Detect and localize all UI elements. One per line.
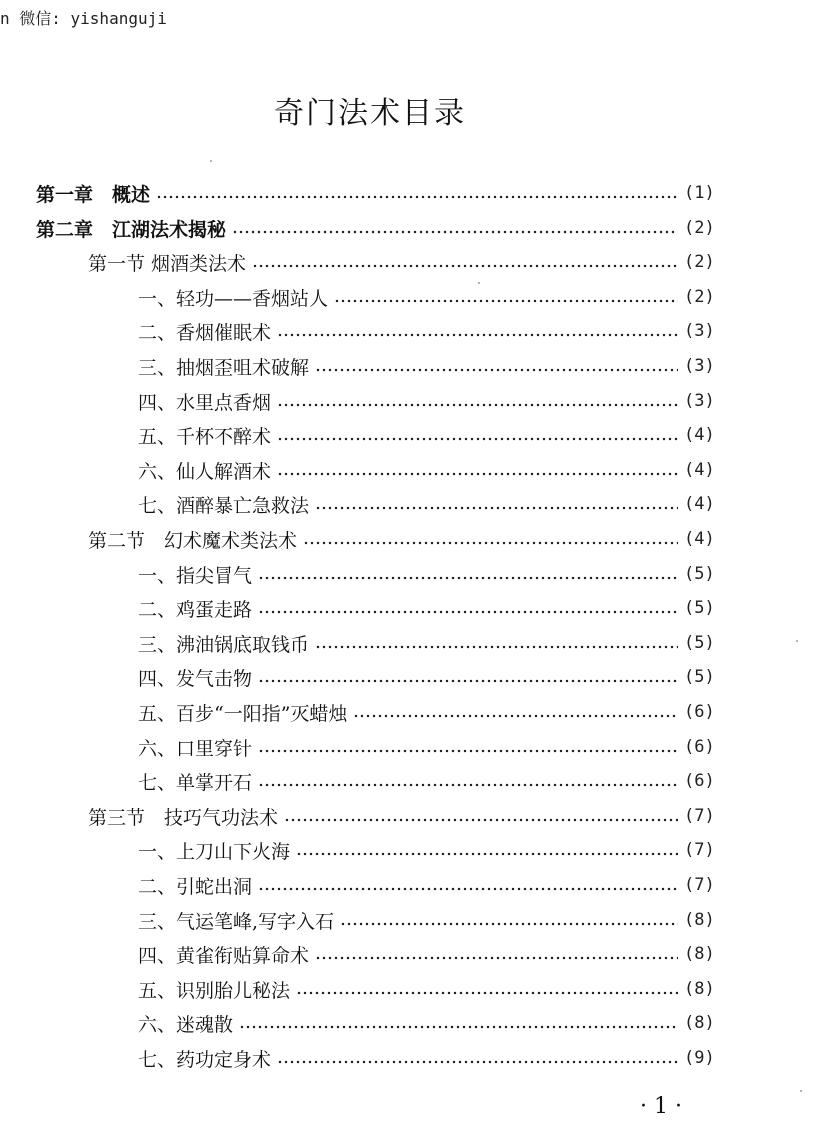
dot-leader [315,956,678,960]
toc-item-row [138,384,730,418]
toc-item-row [138,937,730,971]
dot-leader [340,922,678,926]
toc-entry-page: (6) [684,771,715,791]
toc-item-row [138,453,730,487]
dot-leader [315,645,678,649]
toc-entry-page: (3) [684,321,715,341]
toc-entry-label: 四、水里点香烟 [138,391,272,414]
toc-item-row [138,1006,730,1040]
toc-entry-label: 五、识别胎儿秘法 [138,979,291,1002]
dot-leader [258,783,678,787]
toc-entry-page: (8) [684,1013,715,1033]
toc-entry-page: (1) [684,183,715,203]
toc-entry-page: (5) [684,667,715,687]
toc-entry-label: 二、香烟催眠术 [138,321,272,344]
toc-entry-label: 第一节 烟酒类法术 [88,252,247,275]
toc-entry-page: (5) [684,598,715,618]
toc-item-row [138,280,730,314]
toc-entry-label: 三、沸油锅底取钱币 [138,633,310,656]
toc-item-row [138,764,730,798]
toc-chapter-row [36,176,730,210]
toc-entry-label: 二、鸡蛋走路 [138,598,253,621]
dot-leader [303,541,678,545]
page-title: 奇门法术目录 [274,96,466,131]
toc-entry-label: 一、轻功——香烟站人 [138,287,329,310]
scan-speck [210,160,212,162]
toc-entry-label: 四、发气击物 [138,667,253,690]
toc-entry-label: 第一章 概述 [36,183,151,206]
dot-leader [353,714,678,718]
toc-item-row [138,487,730,521]
toc-entry-page: (8) [684,979,715,999]
toc-entry-page: (6) [684,737,715,757]
toc-item-row [138,730,730,764]
toc-entry-label: 六、仙人解酒术 [138,460,272,483]
dot-leader [315,506,678,510]
dot-leader [258,576,678,580]
dot-leader [296,991,678,995]
toc-chapter-row [36,211,730,245]
toc-entry-label: 第二节 幻术魔术类法术 [88,529,298,552]
toc-entry-page: (6) [684,702,715,722]
toc-item-row [138,833,730,867]
dot-leader [258,679,678,683]
toc-entry-page: (3) [684,356,715,376]
dot-leader [334,299,678,303]
dot-leader [277,403,678,407]
scan-speck [800,1090,802,1092]
toc-entry-label: 三、抽烟歪咀术破解 [138,356,310,379]
toc-item-row [138,349,730,383]
toc-section-row [88,522,730,556]
dot-leader [277,472,678,476]
scan-speck [796,640,798,642]
toc-entry-label: 二、引蛇出洞 [138,875,253,898]
toc-entry-label: 三、气运笔峰,写字入石 [138,910,335,933]
dot-leader [258,887,678,891]
toc-entry-page: (9) [684,1048,715,1068]
toc-entry-label: 七、酒醉暴亡急救法 [138,494,310,517]
toc-entry-label: 七、药功定身术 [138,1048,272,1071]
toc-entry-label: 六、口里穿针 [138,737,253,760]
toc-entry-page: (7) [684,875,715,895]
toc-entry-label: 一、指尖冒气 [138,564,253,587]
toc-entry-page: (4) [684,529,715,549]
toc-entry-page: (3) [684,391,715,411]
toc-entry-label: 一、上刀山下火海 [138,840,291,863]
dot-leader [252,264,678,268]
dot-leader [232,230,678,234]
toc-entry-page: (8) [684,944,715,964]
scan-speck [478,282,480,284]
toc-item-row [138,660,730,694]
toc-item-row [138,695,730,729]
toc-entry-label: 六、迷魂散 [138,1013,234,1036]
watermark-text: n 微信: yishanguji [0,9,167,28]
toc-entry-label: 五、千杯不醉术 [138,425,272,448]
dot-leader [258,610,678,614]
toc-item-row [138,418,730,452]
toc-entry-page: (4) [684,494,715,514]
dot-leader [156,195,678,199]
toc-entry-page: (8) [684,910,715,930]
dot-leader [239,1025,678,1029]
toc-entry-label: 七、单掌开石 [138,771,253,794]
toc-item-row [138,626,730,660]
toc-item-row [138,557,730,591]
dot-leader [296,852,678,856]
toc-section-row [88,799,730,833]
dot-leader [277,1060,678,1064]
dot-leader [277,333,678,337]
toc-entry-page: (2) [684,287,715,307]
toc-entry-page: (7) [684,840,715,860]
toc-entry-label: 四、黄雀衔贴算命术 [138,944,310,967]
toc-section-row [88,245,730,279]
toc-item-row [138,1041,730,1075]
toc-item-row [138,591,730,625]
dot-leader [258,749,678,753]
toc-item-row [138,314,730,348]
toc-entry-page: (7) [684,806,715,826]
toc-item-row [138,903,730,937]
toc-entry-page: (4) [684,425,715,445]
dot-leader [284,818,678,822]
toc-item-row [138,868,730,902]
toc-entry-page: (2) [684,252,715,272]
toc-entry-label: 第三节 技巧气功法术 [88,806,279,829]
toc-entry-page: (5) [684,564,715,584]
toc-entry-label: 五、百步“一阳指”灭蜡烛 [138,702,348,725]
toc-entry-page: (5) [684,633,715,653]
toc-entry-page: (4) [684,460,715,480]
dot-leader [315,368,678,372]
dot-leader [277,437,678,441]
toc-entry-page: (2) [684,218,715,238]
toc-item-row [138,972,730,1006]
page-number: · 1 · [640,1094,682,1119]
toc-entry-label: 第二章 江湖法术揭秘 [36,218,227,241]
